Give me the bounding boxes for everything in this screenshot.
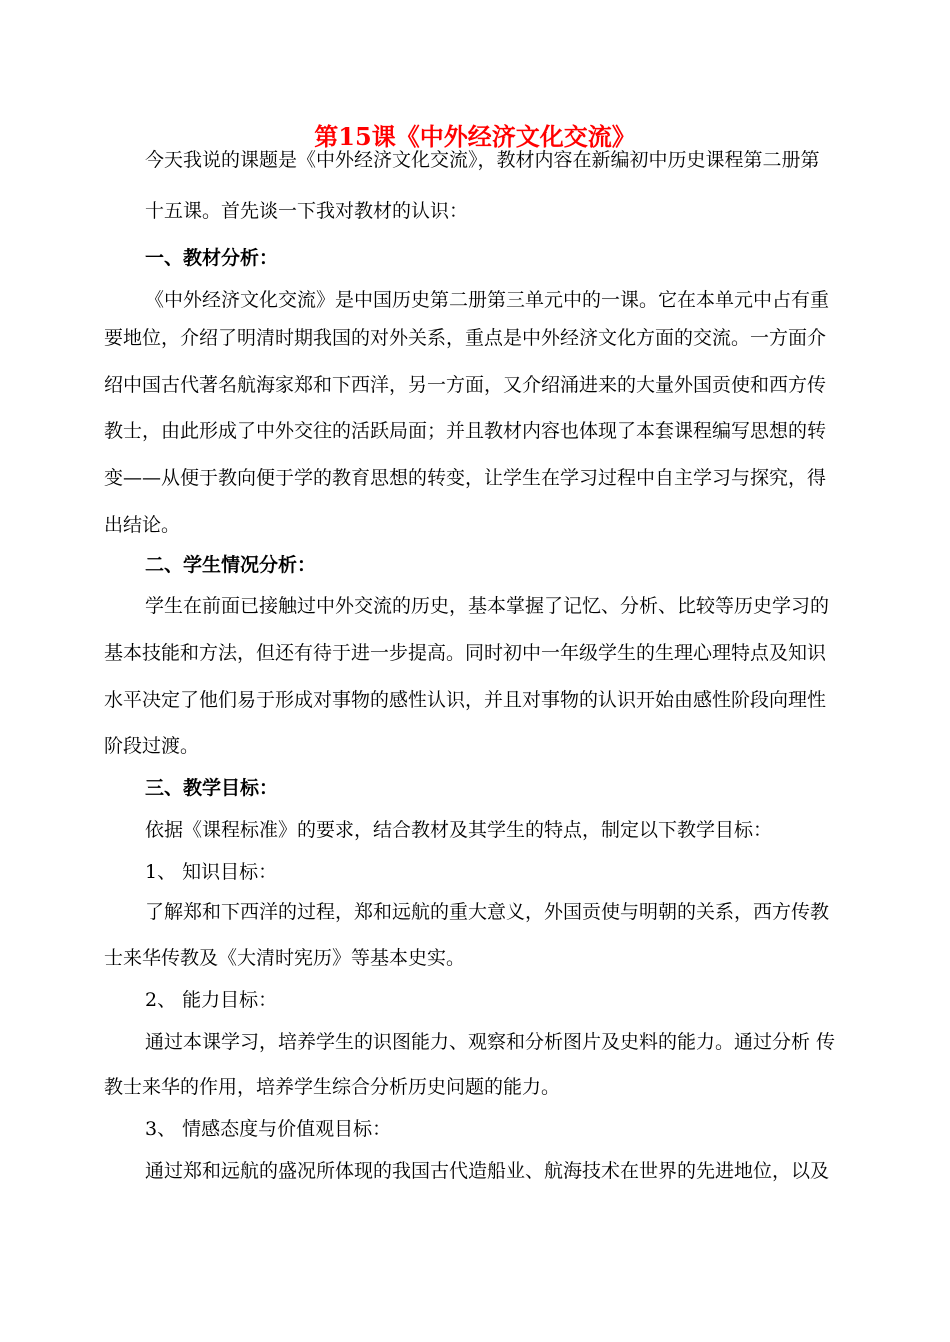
paragraph-line: 通过郑和远航的盛况所体现的我国古代造船业、航海技术在世界的先进地位，以及 [145,1160,830,1182]
section-heading-teaching-goals: 三、教学目标： [145,777,279,799]
goal-label-values: 3、 情感态度与价值观目标： [145,1118,392,1140]
paragraph-line: 要地位，介绍了明清时期我国的对外关系，重点是中外经济文化方面的交流。一方面介 [104,327,827,349]
paragraph-line: 学生在前面已接触过中外交流的历史，基本掌握了记忆、分析、比较等历史学习的 [145,595,830,617]
paragraph-line: 《中外经济文化交流》是中国历史第二册第三单元中的一课。它在本单元中占有重 [145,289,830,311]
paragraph-line: 变——从便于教向便于学的教育思想的转变，让学生在学习过程中自主学习与探究，得 [104,467,827,489]
paragraph-line: 教士来华的作用，培养学生综合分析历史问题的能力。 [104,1076,561,1098]
paragraph-line: 水平决定了他们易于形成对事物的感性认识，并且对事物的认识开始由感性阶段向理性 [104,689,827,711]
section-heading-textbook-analysis: 一、教材分析： [145,247,279,269]
intro-line-1: 今天我说的课题是《中外经济文化交流》，教材内容在新编初中历史课程第二册第 [145,149,820,171]
goal-label-ability: 2、 能力目标： [145,989,278,1011]
goals-intro: 依据《课程标准》的要求，结合教材及其学生的特点，制定以下教学目标： [145,819,773,841]
goal-label-knowledge: 1、 知识目标： [145,861,278,883]
paragraph-line: 士来华传教及《大清时宪历》等基本史实。 [104,947,466,969]
paragraph-line: 出结论。 [104,514,181,536]
paragraph-line: 通过本课学习，培养学生的识图能力、观察和分析图片及史料的能力。通过分析 传 [145,1031,836,1053]
paragraph-line: 了解郑和下西洋的过程，郑和远航的重大意义，外国贡使与明朝的关系，西方传教 [145,901,830,923]
intro-line-2: 十五课。首先谈一下我对教材的认识： [145,200,469,222]
section-heading-student-analysis: 二、学生情况分析： [145,554,317,576]
paragraph-line: 教士，由此形成了中外交往的活跃局面；并且教材内容也体现了本套课程编写思想的转 [104,420,827,442]
paragraph-line: 基本技能和方法，但还有待于进一步提高。同时初中一年级学生的生理心理特点及知识 [104,642,827,664]
paragraph-line: 绍中国古代著名航海家郑和下西洋，另一方面，又介绍涌进来的大量外国贡使和西方传 [104,374,827,396]
paragraph-line: 阶段过渡。 [104,735,200,757]
document-title: 第15课《中外经济文化交流》 [314,122,636,151]
